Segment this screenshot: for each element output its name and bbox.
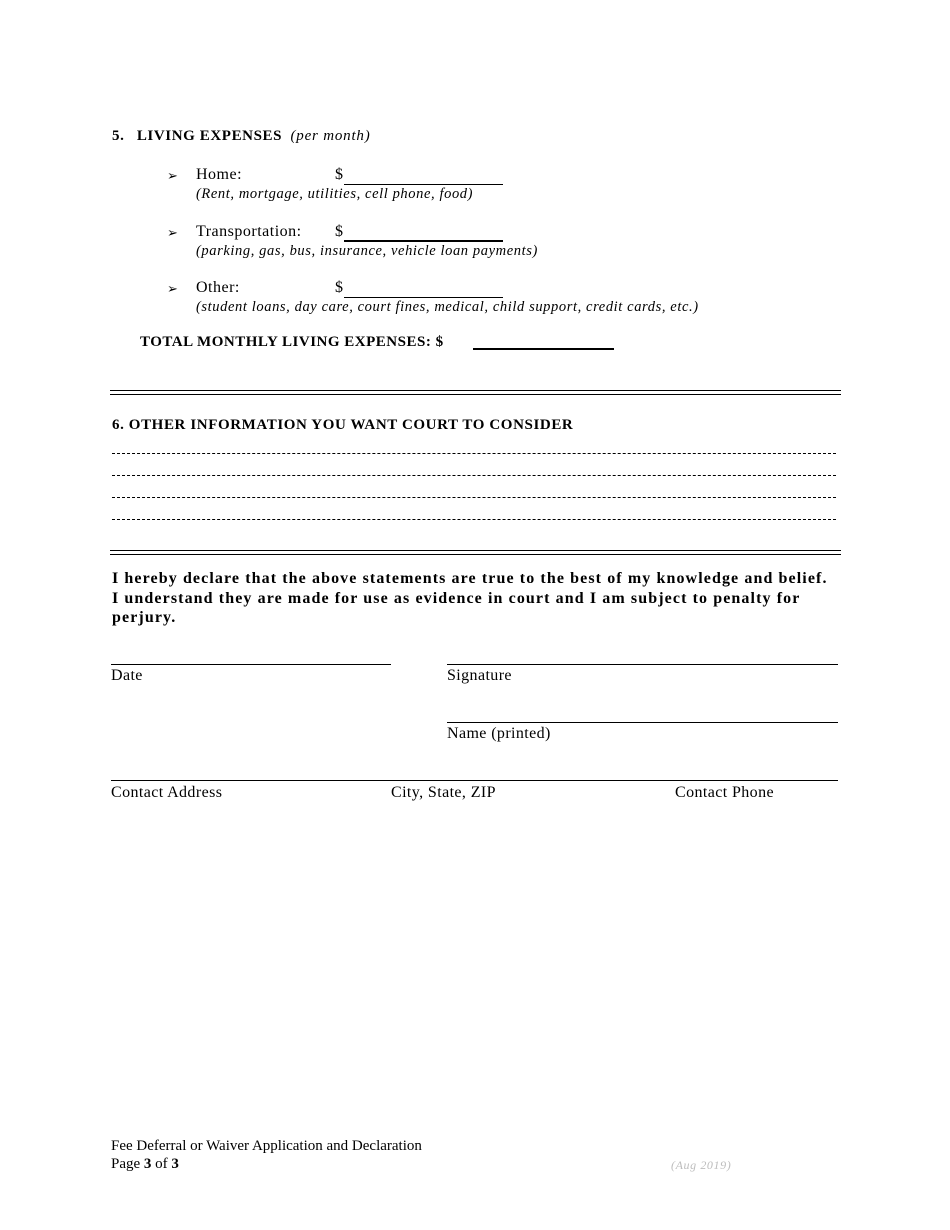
revision-date: (Aug 2019) <box>671 1158 732 1172</box>
section-divider <box>110 550 841 555</box>
declaration-text: I hereby declare that the above statements are true to the best of my knowledge and belief. I understand they are made for use as evidence in court and I am subject to penalty for perjury. <box>112 570 828 626</box>
page-word: Page <box>111 1156 141 1172</box>
dollar-sign: $ <box>335 279 343 296</box>
section-title: LIVING EXPENSES <box>136 128 283 144</box>
page-current: 3 <box>143 1156 152 1172</box>
dollar-sign: $ <box>335 166 343 183</box>
bullet-arrow-icon: ➢ <box>167 168 178 183</box>
contact-info-input[interactable] <box>111 780 838 781</box>
contact-phone-label: Contact Phone <box>675 784 774 801</box>
other-info-line-4[interactable] <box>112 519 836 520</box>
other-info-line-3[interactable] <box>112 497 836 498</box>
page-of: of <box>155 1156 168 1172</box>
date-label: Date <box>111 667 143 684</box>
expense-other-note: (student loans, day care, court fines, medical, child support, credit cards, etc.) <box>196 299 699 315</box>
section-6-heading: 6. OTHER INFORMATION YOU WANT COURT TO CONSIDER <box>112 417 574 433</box>
section-5-heading <box>112 128 371 145</box>
name-printed-label: Name (printed) <box>447 725 551 742</box>
signature-label: Signature <box>447 667 512 684</box>
name-printed-input[interactable] <box>447 722 838 723</box>
expense-transportation-input[interactable] <box>344 240 503 242</box>
page-total: 3 <box>171 1156 179 1172</box>
section-number: 5. <box>112 128 125 144</box>
contact-address-label: Contact Address <box>111 784 223 801</box>
expense-other-input[interactable] <box>344 297 503 298</box>
other-info-line-2[interactable] <box>112 475 836 476</box>
expense-home-input[interactable] <box>344 184 503 185</box>
expense-other-label: Other: <box>196 279 240 296</box>
city-state-zip-label: City, State, ZIP <box>391 784 496 801</box>
other-info-line-1[interactable] <box>112 453 836 454</box>
bullet-arrow-icon: ➢ <box>167 225 178 240</box>
section-divider <box>110 390 841 395</box>
expense-home-label: Home: <box>196 166 243 183</box>
footer-page-number <box>111 1156 179 1173</box>
expense-home-note: (Rent, mortgage, utilities, cell phone, food) <box>196 186 474 202</box>
date-input[interactable] <box>111 664 391 665</box>
total-expenses-label: TOTAL MONTHLY LIVING EXPENSES: $ <box>140 334 444 350</box>
section-qualifier: (per month) <box>290 128 371 144</box>
bullet-arrow-icon: ➢ <box>167 281 178 296</box>
dollar-sign: $ <box>335 223 343 240</box>
total-expenses-input[interactable] <box>473 348 614 350</box>
signature-input[interactable] <box>447 664 838 665</box>
expense-transportation-note: (parking, gas, bus, insurance, vehicle loan payments) <box>196 243 538 259</box>
footer-form-title: Fee Deferral or Waiver Application and Declaration <box>111 1138 422 1154</box>
expense-transportation-label: Transportation: <box>196 223 302 240</box>
